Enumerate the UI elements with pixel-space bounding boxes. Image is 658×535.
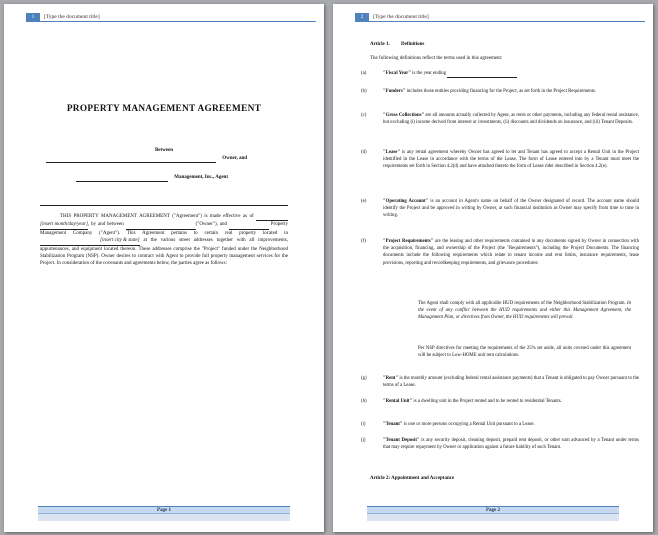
definition-item bbox=[361, 375, 639, 389]
page-footer bbox=[367, 506, 619, 520]
city-field[interactable]: [insert city & state] bbox=[100, 237, 140, 245]
hud-italic-text: In the event of any conflict between the HUD requirements and either this Management Agreement, the Management Plan, or directives from Owner, the HUD requirements will prevail. bbox=[418, 301, 631, 321]
definition-item bbox=[361, 437, 639, 451]
item-label: (b) bbox=[361, 89, 367, 94]
owner-line bbox=[46, 155, 247, 163]
definition-item bbox=[361, 112, 639, 126]
item-term: "Tenant Deposit" bbox=[383, 438, 420, 443]
definition-item bbox=[361, 149, 639, 171]
item-label: (f) bbox=[361, 239, 366, 244]
recital-text-a: THIS PROPERTY MANAGEMENT AGREEMENT ("Agreement") is made effective as of bbox=[60, 214, 254, 219]
footer-page-label: Page 1 bbox=[38, 506, 290, 513]
recital-text-e: Company ("Agent"). This Agreement pertains to certain real property located in bbox=[72, 230, 288, 236]
item-text: is one or more persons occupying a Rental Unit pursuant to a Lease. bbox=[402, 422, 535, 427]
item-term: "Fiscal Year" bbox=[383, 71, 411, 76]
agent-blank[interactable] bbox=[76, 174, 168, 182]
definition-item bbox=[361, 198, 639, 220]
item-text: are the leasing and other requirements contained in any documents signed by Owner in connection with the acquisition, financing, and ownership of the Project (the "Requirements"), including the Project Documents. The financing documents include the following requirements which relate to tenant income and rent limits, insurance requirements, lease provisions, reporting and recordkeeping requirements, and grievance procedures: bbox=[383, 239, 639, 266]
item-label: (g) bbox=[361, 376, 367, 381]
item-term: "Operating Account" bbox=[383, 199, 429, 204]
item-label: (i) bbox=[361, 422, 366, 427]
recital-text-d: Property Management bbox=[40, 222, 288, 236]
item-text: is the monthly amount (excluding federal rental assistance payments) that a Tenant is obligated to pay Owner pursuant to the terms of a Lease. bbox=[383, 376, 639, 389]
item-text: are all amounts actually collected by Agent, as rents or other payments, including any federal rental assistance, but excluding (i) income derived from interest or investments, (ii) discounts and dividends on insurance, and (iii) Tenant Deposits. bbox=[383, 113, 639, 126]
item-text: is the year ending bbox=[410, 71, 447, 76]
agent-name-blank[interactable] bbox=[229, 221, 269, 229]
item-text: is any security deposit, cleaning deposit, prepaid rent deposit, or other sum advanced by a Tenant under terms that may require repayment by Owner or application against a future liability of such Tenant. bbox=[383, 438, 639, 451]
item-text: is any rental agreement whereby Owner has agreed to let and Tenant has agreed to accept a Rental Unit in the Project identified in the Lease in accordance with the terms of the Lease. The form of Lease entered into by a Tenant must meet the requirements set forth in Section 4.2(d) and have attached thereto the form of Lease rider described in Section 4.2(e). bbox=[383, 150, 639, 170]
item-text: is an account in Agent's name on behalf of the Owner designated of record. The account name should identify the Project and be approved in writing by Owner, at such financial institution as Owner may specify from time to time in writing. bbox=[383, 199, 640, 219]
item-label: (e) bbox=[361, 199, 367, 204]
page-1 bbox=[4, 4, 324, 532]
definition-item bbox=[361, 238, 639, 267]
footer-band bbox=[367, 513, 619, 521]
item-text: is a dwelling unit in the Project rented and to be rented to residential Tenants. bbox=[412, 399, 562, 404]
effective-date-blank[interactable] bbox=[256, 213, 288, 221]
item-label: (h) bbox=[361, 399, 367, 404]
agent-line bbox=[76, 174, 228, 182]
header-page-number: 2 bbox=[355, 13, 369, 22]
item-text: includes those entities providing financing for the Project, as set forth in the Project Requirements. bbox=[405, 89, 597, 94]
document-title-placeholder[interactable]: [Type the document title] bbox=[369, 13, 645, 22]
fiscal-year-blank[interactable] bbox=[447, 70, 517, 78]
recital-text-c: ("Owner"), and bbox=[195, 222, 227, 228]
footer-band bbox=[38, 513, 290, 521]
footer-page-label: Page 2 bbox=[367, 506, 619, 513]
page-footer bbox=[38, 506, 290, 520]
hud-plain-text: The Agent shall comply with all applicable HUD requirements of the Neighborhood Stabilization Program. bbox=[418, 301, 626, 306]
page-2 bbox=[333, 4, 653, 532]
item-term: "Lease" bbox=[383, 150, 401, 155]
header-page-number: 1 bbox=[26, 13, 40, 22]
article-1-heading bbox=[370, 41, 424, 48]
item-term: "Funders" bbox=[383, 89, 406, 94]
item-term: "Tenant" bbox=[383, 422, 403, 427]
owner-suffix: Owner, and bbox=[222, 156, 248, 161]
item-term: "Rental Unit" bbox=[383, 399, 413, 404]
item-term: "Project Requirements" bbox=[383, 239, 434, 244]
document-title: PROPERTY MANAGEMENT AGREEMENT bbox=[66, 104, 262, 114]
definition-item bbox=[361, 70, 639, 78]
page-header bbox=[26, 13, 316, 22]
owner-name-blank[interactable] bbox=[126, 221, 196, 229]
document-title-placeholder[interactable]: [Type the document title] bbox=[40, 13, 316, 22]
definitions-intro: The following definitions reflect the terms used in this agreement: bbox=[370, 56, 503, 61]
item-label: (c) bbox=[361, 113, 367, 118]
recital-text-f: at the various street addresses together with all improvements, appurtenances, and equipment located thereon. These addresses comprise the "Project" funded under the Neighborhood Stabilization Program (NSP). Owner desires to contract with Agent to provide full property management services for the Project. In consideration of the covenants and agreements below, the parties agree as follows: bbox=[40, 238, 288, 267]
date-field[interactable]: [insert month/day/year] bbox=[40, 221, 88, 229]
recital-paragraph bbox=[40, 213, 288, 268]
page-header bbox=[355, 13, 645, 22]
article-1-title: Definitions bbox=[400, 42, 425, 47]
hud-requirements-paragraph bbox=[418, 300, 631, 322]
nsp-directives-paragraph: Per NSP directives for meeting the requirements of the 25% set aside, all units covered under this agreement will be subject to Low-HOME unit rent calculations. bbox=[418, 346, 631, 359]
location-blank[interactable] bbox=[40, 237, 100, 245]
item-term: "Gross Collections" bbox=[383, 113, 425, 118]
item-label: (d) bbox=[361, 150, 367, 155]
definition-item bbox=[361, 398, 639, 405]
item-label: (j) bbox=[361, 438, 366, 443]
section-divider bbox=[40, 205, 288, 206]
definition-item bbox=[361, 421, 639, 428]
recital-text-b: , by and between bbox=[87, 222, 124, 228]
article-2-heading: Article 2: Appointment and Acceptance bbox=[370, 476, 455, 481]
agent-suffix: Management, Inc., Agent bbox=[174, 175, 228, 180]
item-term: "Rent" bbox=[383, 376, 399, 381]
item-label: (a) bbox=[361, 71, 367, 76]
definition-item bbox=[361, 88, 639, 95]
between-label: Between bbox=[154, 148, 174, 153]
owner-blank[interactable] bbox=[46, 155, 216, 163]
article-1-number: Article 1. bbox=[370, 42, 390, 47]
